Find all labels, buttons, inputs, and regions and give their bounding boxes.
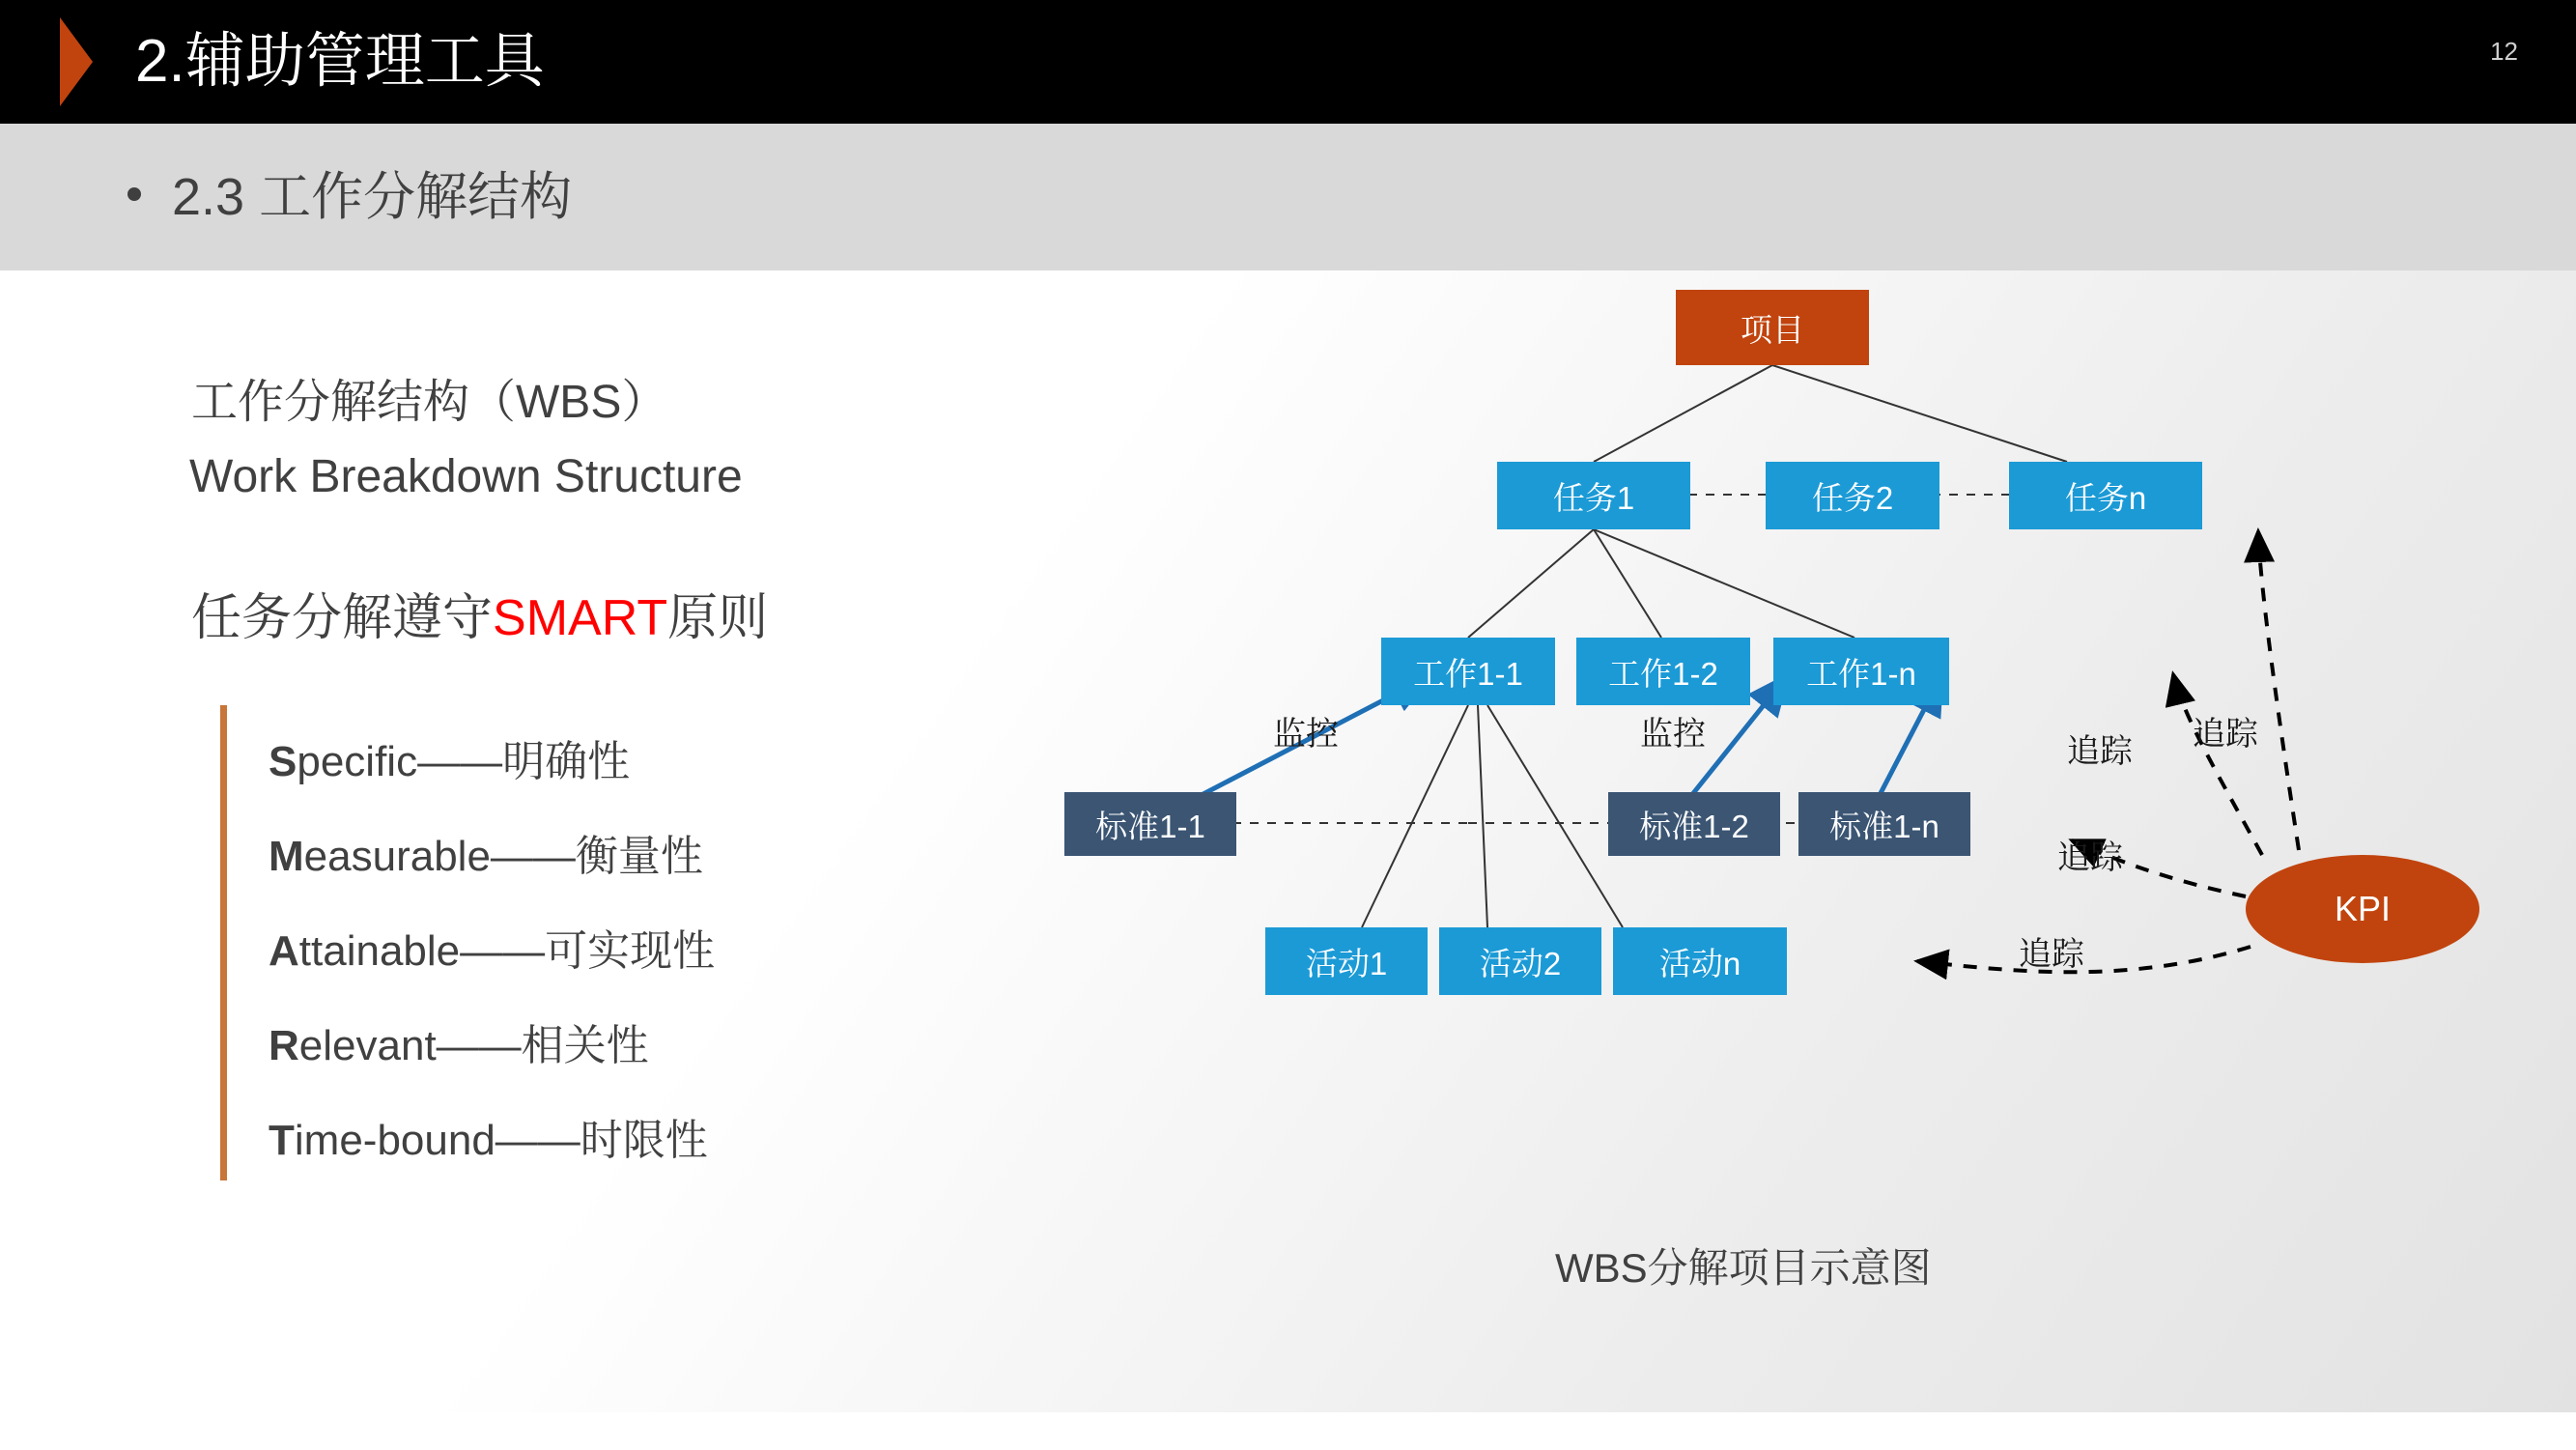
smart-highlight: SMART (493, 590, 668, 646)
smart-letter: R (269, 1022, 299, 1069)
node-kpi: KPI (2246, 855, 2479, 963)
node-task-1: 任务1 (1497, 462, 1690, 529)
page-number: 12 (2490, 37, 2518, 66)
list-item (269, 904, 1022, 999)
wbs-diagram (1043, 270, 2569, 1410)
wbs-title-en: Work Breakdown Structure (189, 451, 743, 502)
node-work-1-1: 工作1-1 (1381, 638, 1555, 705)
smart-letter: T (269, 1117, 295, 1164)
smart-list-rule (220, 705, 227, 1180)
smart-text: ime-bound——时限性 (294, 1117, 708, 1164)
smart-list (269, 715, 1022, 1188)
smart-suffix: 原则 (667, 590, 769, 646)
smart-prefix: 任务分解遵守 (191, 590, 494, 646)
node-standard-1-1: 标准1-1 (1064, 792, 1236, 856)
edge-label-track-3: 追踪 (2057, 839, 2123, 876)
smart-letter: A (269, 927, 299, 975)
node-activity-2: 活动2 (1439, 927, 1601, 995)
smart-text: ttainable——可实现性 (298, 927, 716, 975)
list-item (269, 810, 1022, 904)
list-item (269, 1094, 1022, 1188)
subheader-bullet-icon (127, 187, 141, 201)
node-work-1-n: 工作1-n (1773, 638, 1949, 705)
smart-letter: S (269, 738, 297, 785)
bottom-strip (0, 1412, 2576, 1450)
node-activity-n: 活动n (1613, 927, 1787, 995)
node-work-1-2: 工作1-2 (1576, 638, 1750, 705)
page-title: 2.辅助管理工具 (135, 28, 545, 95)
subheader-title: 2.3 工作分解结构 (172, 168, 573, 226)
edge-label-monitor-1: 监控 (1273, 716, 1339, 753)
wbs-title-cn: 工作分解结构（WBS） (191, 377, 668, 428)
edge-label-track-2: 追踪 (2193, 716, 2258, 753)
edge-label-track-4: 追踪 (2019, 936, 2084, 973)
edge-label-monitor-2: 监控 (1640, 716, 1706, 753)
list-item (269, 715, 1022, 810)
smart-principle-line (191, 580, 768, 657)
node-project: 项目 (1676, 290, 1869, 365)
node-standard-1-n: 标准1-n (1798, 792, 1970, 856)
list-item (269, 999, 1022, 1094)
node-standard-1-2: 标准1-2 (1608, 792, 1780, 856)
header-bar (0, 0, 2576, 124)
node-task-n: 任务n (2009, 462, 2202, 529)
edge-label-track-1: 追踪 (2067, 733, 2133, 770)
red-triangle-marker-icon (60, 17, 93, 106)
smart-text: easurable——衡量性 (303, 833, 703, 880)
smart-text: elevant——相关性 (298, 1022, 649, 1069)
smart-letter: M (269, 833, 304, 880)
node-activity-1: 活动1 (1265, 927, 1428, 995)
diagram-caption: WBS分解项目示意图 (1555, 1245, 1932, 1291)
smart-text: pecific——明确性 (297, 738, 631, 785)
node-task-2: 任务2 (1766, 462, 1939, 529)
